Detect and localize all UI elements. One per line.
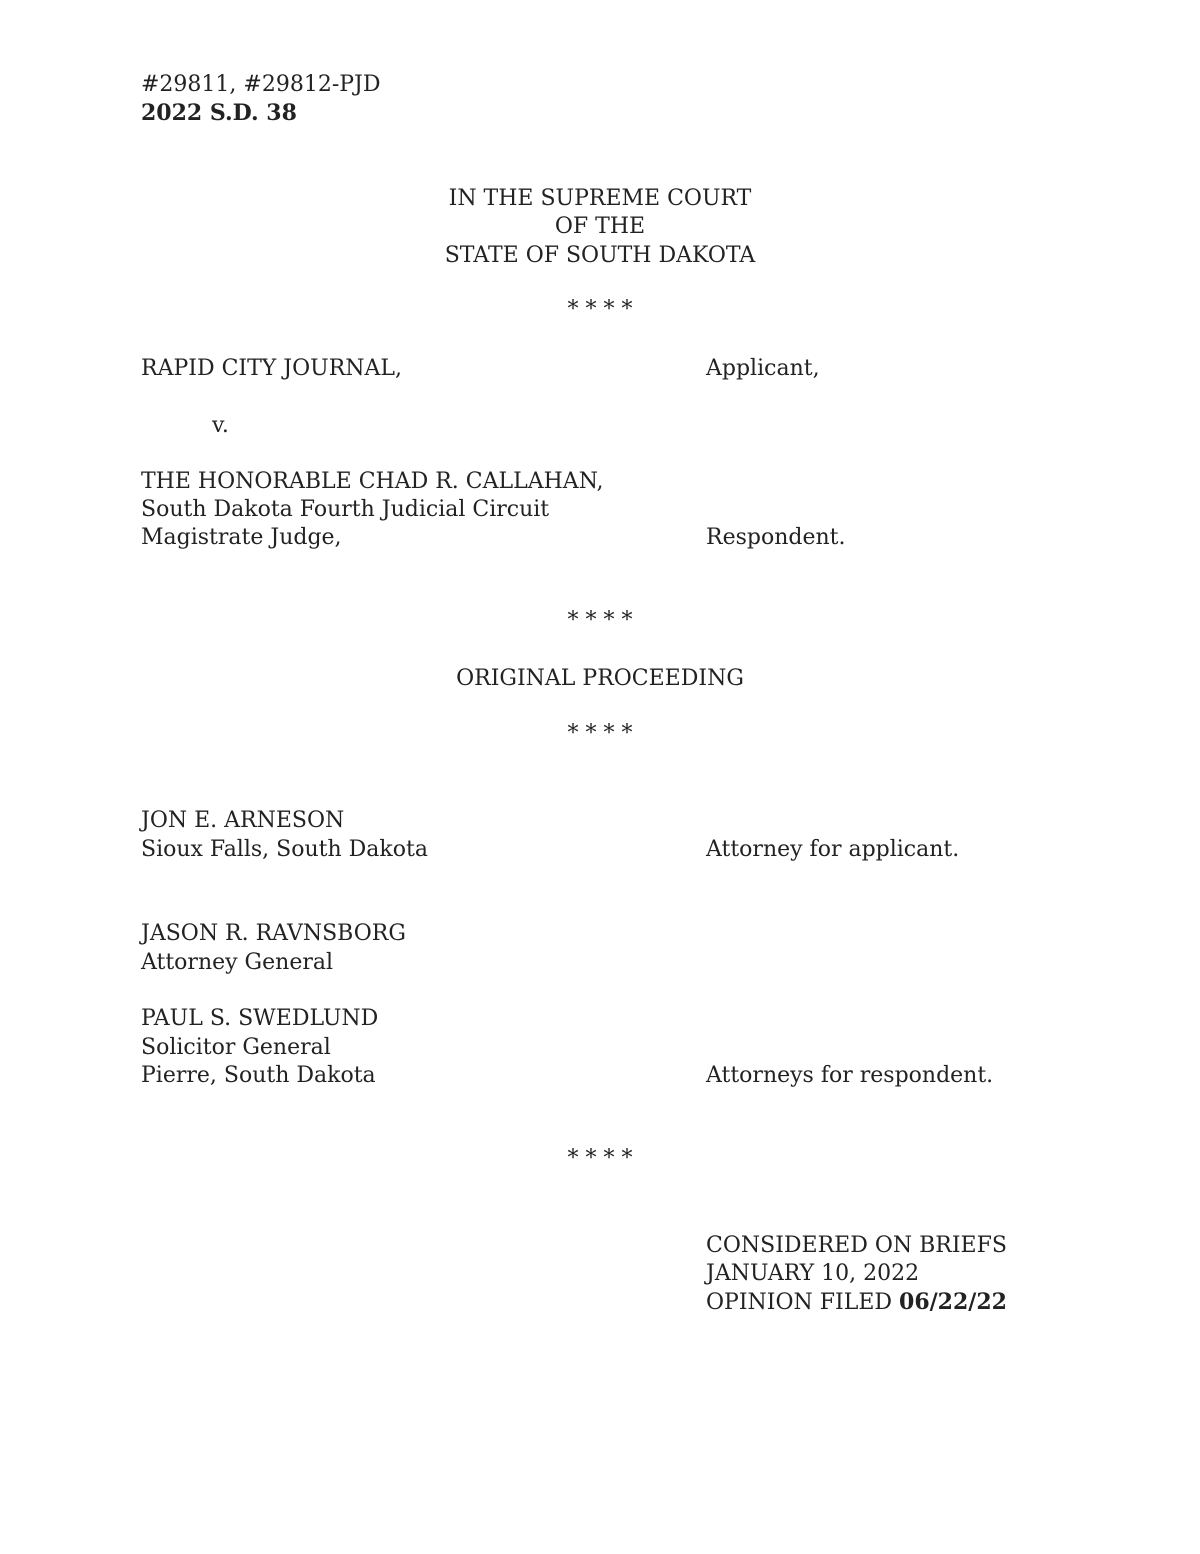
counsel-role: Attorneys for respondent. — [706, 1063, 994, 1088]
opinion-filed — [706, 1288, 1007, 1318]
respondent-line: THE HONORABLE CHAD R. CALLAHAN, — [141, 469, 604, 494]
separator: * * * * — [567, 297, 633, 322]
separator: * * * * — [567, 1146, 633, 1171]
counsel-role: Attorney for applicant. — [706, 837, 960, 862]
considered-date: JANUARY 10, 2022 — [706, 1261, 920, 1286]
filed-label: OPINION FILED — [706, 1290, 900, 1315]
respondent-role: Respondent. — [706, 525, 846, 550]
respondent-line: Magistrate Judge, — [141, 525, 342, 550]
separator: * * * * — [567, 721, 633, 746]
counsel-line: Sioux Falls, South Dakota — [141, 837, 428, 862]
citation: 2022 S.D. 38 — [141, 100, 297, 126]
counsel-line: JASON R. RAVNSBORG — [141, 921, 406, 946]
considered-label: CONSIDERED ON BRIEFS — [706, 1233, 1007, 1258]
applicant-role: Applicant, — [706, 356, 820, 381]
court-line-2: OF THE — [554, 214, 646, 239]
counsel-line: Solicitor General — [141, 1035, 331, 1060]
counsel-line: Attorney General — [141, 950, 334, 975]
respondent-line: South Dakota Fourth Judicial Circuit — [141, 497, 550, 522]
proceeding-type: ORIGINAL PROCEEDING — [456, 666, 744, 691]
counsel-line: PAUL S. SWEDLUND — [141, 1006, 379, 1031]
counsel-line: Pierre, South Dakota — [141, 1063, 376, 1088]
separator: * * * * — [567, 608, 633, 633]
docket-number: #29811, #29812-PJD — [141, 72, 381, 97]
versus: v. — [212, 413, 229, 438]
counsel-line: JON E. ARNESON — [141, 808, 345, 833]
filed-date: 06/22/22 — [899, 1289, 1007, 1315]
court-line-3: STATE OF SOUTH DAKOTA — [444, 243, 756, 268]
applicant-name: RAPID CITY JOURNAL, — [141, 356, 402, 381]
court-line-1: IN THE SUPREME COURT — [448, 186, 752, 211]
